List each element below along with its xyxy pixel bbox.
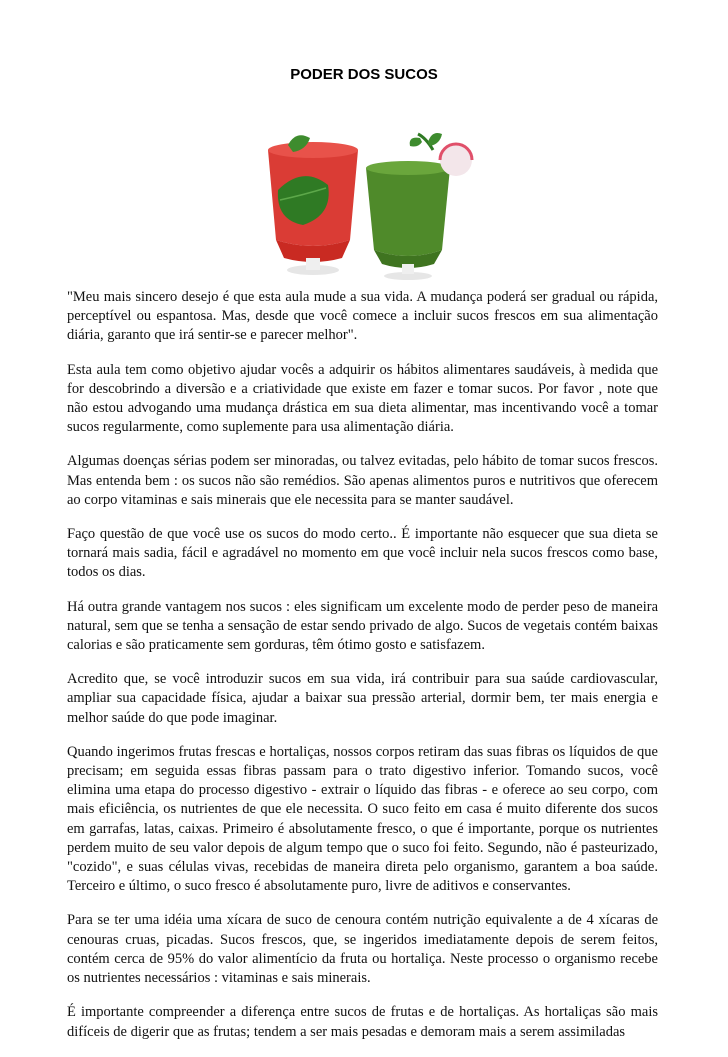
page-title: PODER DOS SUCOS xyxy=(290,66,438,83)
juice-glasses-illustration xyxy=(258,130,478,280)
paragraph: Há outra grande vantagem nos sucos : eles significam um excelente modo de perder peso de maneira natural, sem que se tenha a sensação de estar sendo privado de algo. Sucos de vegetais contém baixas calorias e são praticamente sem gorduras, têm ótimo gosto e satisfazem. xyxy=(67,598,658,654)
green-juice-glass xyxy=(366,161,450,280)
paragraph: Faço questão de que você use os sucos do modo certo.. É importante não esquecer que sua dieta se tornará mais sadia, fácil e agradável no momento em que você incluir nela sucos frescos como base, todos os dias. xyxy=(67,526,658,581)
paragraph: Algumas doenças sérias podem ser minoradas, ou talvez evitadas, pelo hábito de tomar sucos frescos. Mas entenda bem : os sucos não são remédios. São apenas alimentos puros e nutritivos que oferecem ao corpo vitaminas e sais minerais que ele necessita para se manter saudável. xyxy=(67,453,658,508)
article-body xyxy=(67,288,658,1057)
paragraph: "Meu mais sincero desejo é que esta aula mude a sua vida. A mudança poderá ser gradual ou rápida, perceptível ou espantosa. Mas, desde que você comece a incluir sucos frescos em sua alimentação diária, garanto que irá sentir-se e parecer melhor". xyxy=(67,289,658,344)
paragraph: Quando ingerimos frutas frescas e hortaliças, nossos corpos retiram das suas fibras os líquidos de que precisam; em seguida essas fibras passam para o trato digestivo inferior. Tomando sucos, você elimina uma etapa do processo digestivo - extrair o líquido das fibras - e oferece ao seu corpo, com mais eficiência, os nutrientes de que ele necessita. O suco feito em casa é muito diferente dos sucos em garrafas, latas, caixas. Primeiro é absolutamente fresco, o que é importante, porque os nutrientes perdem muito de seu valor depois de algum tempo que o suco foi feito. Segundo, não é pasteurizado, "cozido", e suas células vivas, recebidas de maneira direta pelo organismo, garantem a boa saúde. Terceiro e último, o suco fresco é absolutamente puro, livre de aditivos e conservantes. xyxy=(67,743,658,895)
paragraph: Esta aula tem como objetivo ajudar vocês a adquirir os hábitos alimentares saudáveis, à medida que for descobrindo a diversão e a criatividade que existe em fazer e tomar sucos. Por favor , note que não estou advogando uma mudança drástica em sua dieta alimentar, mas incentivando você a tomar sucos regularmente, como suplemente para usa alimentação diária. xyxy=(67,361,658,436)
paragraph: Acredito que, se você introduzir sucos em sua vida, irá contribuir para sua saúde cardiovascular, ampliar sua capacidade física, ajudar a baixar sua pressão arterial, dormir bem, ter mais energia e melhor saúde do que pode imaginar. xyxy=(67,671,658,726)
paragraph: Para se ter uma idéia uma xícara de suco de cenoura contém nutrição equivalente a de 4 xícaras de cenouras cruas, picadas. Sucos frescos, que, se ingeridos imediatamente depois de serem feitos, contém cerca de 95% do valor alimentício da fruta ou hortaliça. Neste processo o organismo recebe os nutrientes necessários : vitaminas e sais minerais. xyxy=(67,912,658,987)
paragraph: É importante compreender a diferença entre sucos de frutas e de hortaliças. As hortaliças são mais difíceis de digerir que as frutas; tendem a ser mais pesadas e demoram mais a serem assimiladas xyxy=(67,1004,658,1040)
